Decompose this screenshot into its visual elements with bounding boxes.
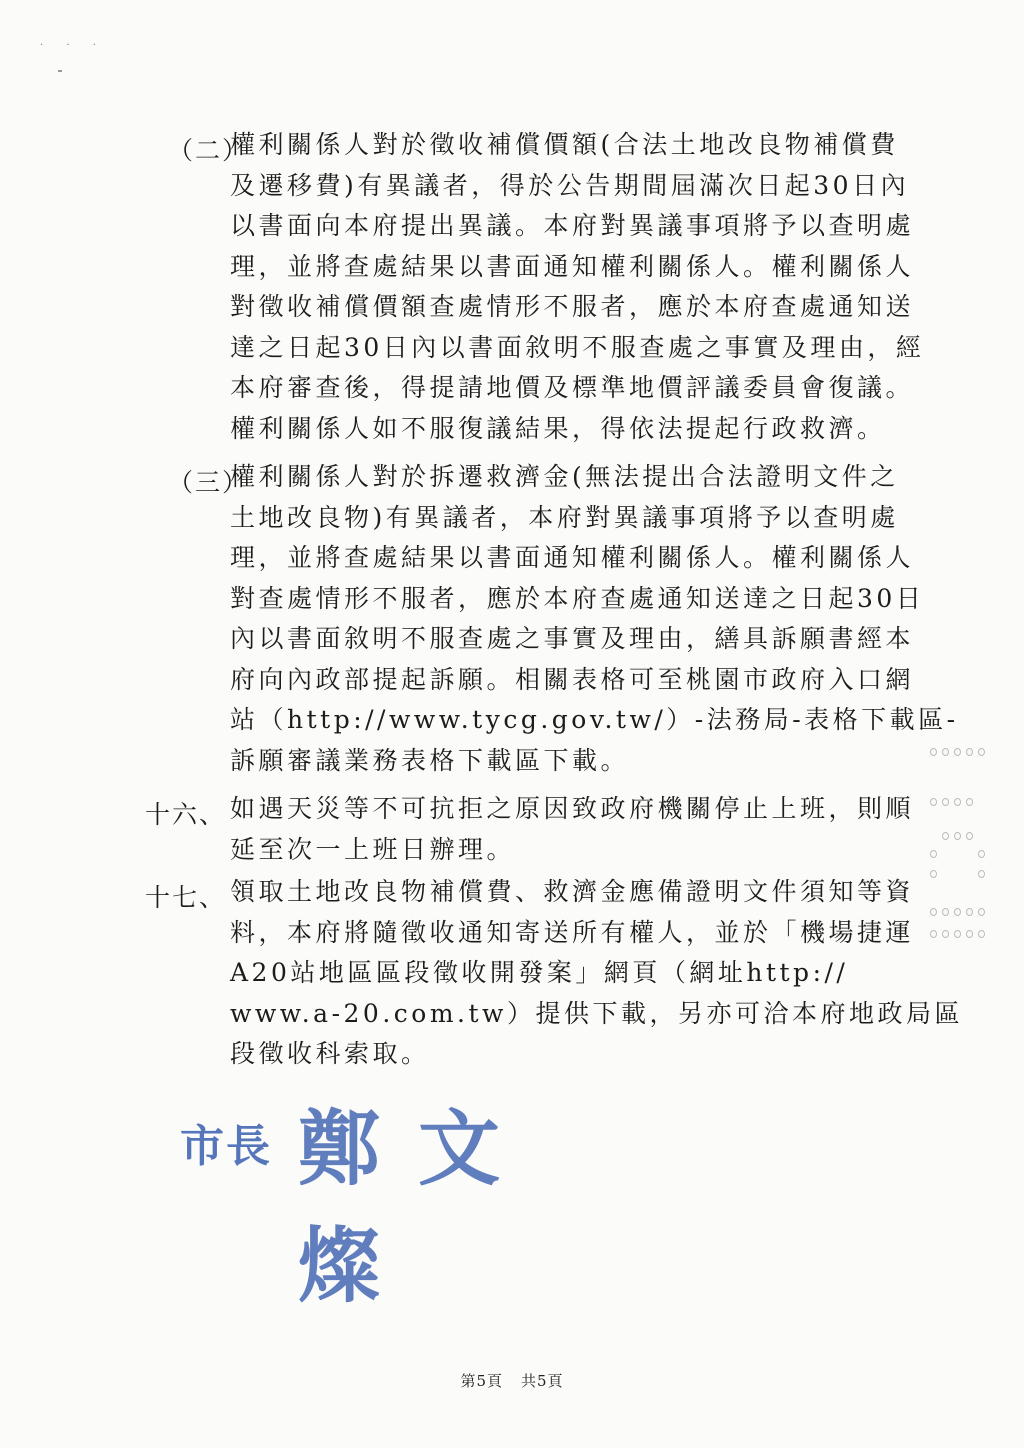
item-3-line: 站（http://www.tycg.gov.tw/）-法務局-表格下載區- [230, 705, 959, 734]
item-2-line: 以書面向本府提出異議。本府對異議事項將予以查明處 [230, 211, 915, 240]
item-2-line: 達之日起30日內以書面敘明不服查處之事實及理由，經 [230, 332, 925, 362]
item-3-line: 權利關係人對於拆遷救濟金(無法提出合法證明文件之 [230, 462, 899, 491]
item-17-line: www.a-20.com.tw）提供下載，另亦可洽本府地政局區 [230, 998, 963, 1028]
item-17-line: A20站地區區段徵收開發案」網頁（網址http:// [230, 958, 849, 987]
item-17-line: 段徵收科索取。 [230, 1039, 430, 1068]
binding-holes-artifact [928, 730, 998, 950]
item-3-line: 內以書面敘明不服查處之事實及理由，繕具訴願書經本 [230, 624, 915, 653]
item-2-body [230, 125, 924, 449]
item-2-line: 權利關係人如不服復議結果，得依法提起行政救濟。 [230, 413, 886, 443]
item-16-line: 如遇天災等不可抗拒之原因致政府機關停止上班，則順 [230, 794, 915, 823]
item-3-label: （三） [168, 468, 250, 497]
scan-artifact [58, 70, 62, 72]
item-2-line: 權利關係人對於徵收補償價額(合法土地改良物補償費 [230, 130, 899, 159]
item-2-line: 及遷移費)有異議者，得於公告期間屆滿次日起30日內 [230, 170, 910, 200]
signature-title: 市長 [180, 1121, 272, 1172]
item-2-label: （二） [168, 136, 250, 165]
item-2-line: 理，並將查處結果以書面通知權利關係人。權利關係人 [230, 251, 915, 281]
page-number: 第5頁 [460, 1372, 503, 1390]
item-17-line: 領取土地改良物補償費、救濟金應備證明文件須知等資 [230, 877, 915, 906]
item-2-line: 對徵收補償價額查處情形不服者，應於本府查處通知送 [230, 292, 915, 321]
item-17-label: 十七、 [145, 883, 227, 912]
mayor-signature-stamp [180, 1080, 650, 1314]
item-17-line: 料，本府將隨徵收通知寄送所有權人，並於「機場捷運 [230, 917, 915, 947]
item-16-body [230, 789, 914, 870]
signature-name: 鄭文燦 [298, 1101, 539, 1314]
item-3-line: 土地改良物)有異議者，本府對異議事項將予以查明處 [230, 502, 899, 532]
page-footer [0, 1370, 1024, 1391]
item-17-body [230, 872, 963, 1075]
item-3-line: 訴願審議業務表格下載區下載。 [230, 745, 630, 775]
item-3-line: 府向內政部提起訴願。相關表格可至桃園市政府入口網 [230, 664, 915, 694]
scan-artifact: · · · [40, 40, 106, 51]
item-16-line: 延至次一上班日辦理。 [230, 834, 516, 864]
page-total: 共5頁 [521, 1372, 564, 1390]
item-16-label: 十六、 [145, 800, 227, 829]
item-3-line: 理，並將查處結果以書面通知權利關係人。權利關係人 [230, 543, 915, 572]
item-3-line: 對查處情形不服者，應於本府查處通知送達之日起30日 [230, 583, 925, 613]
item-3-body [230, 457, 959, 781]
item-2-line: 本府審查後，得提請地價及標準地價評議委員會復議。 [230, 373, 915, 402]
